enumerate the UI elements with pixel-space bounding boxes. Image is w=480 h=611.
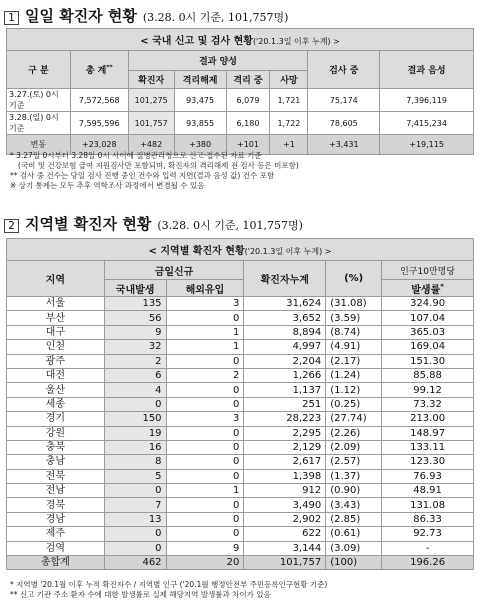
cell-region: 광주 bbox=[7, 354, 105, 368]
cell-imported: 1 bbox=[166, 325, 244, 339]
note-line: ** 검사 중 건수는 당일 검사 진행 중인 건수와 입력 지연(결과 음성 값) 건수 포함 bbox=[10, 171, 275, 180]
cell-rate: 196.26 bbox=[382, 556, 474, 570]
cell-imported: 0 bbox=[166, 397, 244, 411]
cell-domestic: 13 bbox=[104, 512, 166, 526]
regional-table bbox=[6, 238, 474, 570]
cell-rate: 365.03 bbox=[382, 325, 474, 339]
cell-cumulative: 1,398 bbox=[244, 469, 326, 483]
table-row bbox=[7, 354, 474, 368]
section1-number: 1 bbox=[4, 11, 19, 25]
table-row bbox=[7, 455, 474, 469]
table1-caption-main: < 국내 신고 및 검사 현황 bbox=[140, 36, 253, 47]
table-row bbox=[7, 527, 474, 541]
cell-region: 울산 bbox=[7, 383, 105, 397]
cell-pct: (1.37) bbox=[326, 469, 382, 483]
cell-region: 서울 bbox=[7, 297, 105, 311]
cell-imported: 3 bbox=[166, 297, 244, 311]
cell-imported: 1 bbox=[166, 340, 244, 354]
table-row bbox=[7, 412, 474, 426]
cell-region: 충남 bbox=[7, 455, 105, 469]
cell-rate: 148.97 bbox=[382, 426, 474, 440]
cell-rate: 85.88 bbox=[382, 368, 474, 382]
cell-region: 경북 bbox=[7, 498, 105, 512]
cell-domestic: 0 bbox=[104, 541, 166, 555]
header-category: 구 분 bbox=[7, 51, 71, 89]
cell-rate: 213.00 bbox=[382, 412, 474, 426]
cell-cumulative: 4,997 bbox=[244, 340, 326, 354]
header-pct: (%) bbox=[326, 261, 382, 297]
cell-pct: (31.08) bbox=[326, 297, 382, 311]
header-imported: 해외유입 bbox=[166, 280, 244, 297]
note-line: * 3.27일 0시부터 3.28일 0시 사이에 질병관리청으로 신고·접수된 자료 기준 bbox=[10, 151, 262, 160]
table-row bbox=[7, 512, 474, 526]
cell-domestic: 0 bbox=[104, 397, 166, 411]
cell-region: 대구 bbox=[7, 325, 105, 339]
cell-rate: 107.04 bbox=[382, 311, 474, 325]
cell-rate: 73.32 bbox=[382, 397, 474, 411]
header-new: 금일신규 bbox=[104, 261, 244, 280]
cell-region: 세종 bbox=[7, 397, 105, 411]
table-row: 3.28.(일) 0시 기준 7,595,596 101,757 93,855 6,180 1,722 78,605 7,415,234 bbox=[7, 112, 474, 135]
cell-domestic: 2 bbox=[104, 354, 166, 368]
cell-pct: (27.74) bbox=[326, 412, 382, 426]
cell-imported: 0 bbox=[166, 498, 244, 512]
cell-region: 강원 bbox=[7, 426, 105, 440]
cell-cumulative: 1,137 bbox=[244, 383, 326, 397]
cell-domestic: 135 bbox=[104, 297, 166, 311]
table-row bbox=[7, 397, 474, 411]
cell-domestic: 150 bbox=[104, 412, 166, 426]
cell-rate: 48.91 bbox=[382, 484, 474, 498]
cell-pct: (3.43) bbox=[326, 498, 382, 512]
cell-cumulative: 2,902 bbox=[244, 512, 326, 526]
table-row-change: 변동 +23,028 +482 +380 +101 +1 +3,431 +19,115 bbox=[7, 135, 474, 155]
cell-rate: 151.30 bbox=[382, 354, 474, 368]
table2-notes bbox=[10, 580, 327, 600]
table-row bbox=[7, 311, 474, 325]
note-line: ※ 상기 통계는 모두 추후 역학조사 과정에서 변경될 수 있음 bbox=[10, 181, 205, 190]
table-row-total bbox=[7, 556, 474, 570]
cell-cumulative: 3,490 bbox=[244, 498, 326, 512]
cell-cumulative: 3,652 bbox=[244, 311, 326, 325]
cell-cumulative: 28,223 bbox=[244, 412, 326, 426]
cell-domestic: 0 bbox=[104, 484, 166, 498]
table-row bbox=[7, 297, 474, 311]
table1-caption bbox=[7, 29, 474, 51]
cell-domestic: 9 bbox=[104, 325, 166, 339]
table-row bbox=[7, 340, 474, 354]
cell-cumulative: 2,129 bbox=[244, 440, 326, 454]
header-region: 지역 bbox=[7, 261, 105, 297]
cell-domestic: 32 bbox=[104, 340, 166, 354]
section1-title bbox=[4, 5, 288, 26]
cell-rate: 92.73 bbox=[382, 527, 474, 541]
note-line: ** 신고 기관 주소 환자 수에 대한 발생률로 실제 해당지역 발생률과 차이가 있음 bbox=[10, 590, 271, 599]
cell-pct: (2.57) bbox=[326, 455, 382, 469]
cell-domestic: 16 bbox=[104, 440, 166, 454]
cell-region: 인천 bbox=[7, 340, 105, 354]
cell-domestic: 4 bbox=[104, 383, 166, 397]
cell-rate: 76.93 bbox=[382, 469, 474, 483]
cell-pct: (3.59) bbox=[326, 311, 382, 325]
cell-imported: 0 bbox=[166, 383, 244, 397]
table-row bbox=[7, 440, 474, 454]
table1-notes bbox=[10, 151, 299, 191]
header-isolated: 격리 중 bbox=[226, 71, 270, 89]
cell-pct: (3.09) bbox=[326, 541, 382, 555]
cell-pct: (0.25) bbox=[326, 397, 382, 411]
table-row bbox=[7, 325, 474, 339]
section1-subtitle: (3.28. 0시 기준, 101,757명) bbox=[142, 11, 289, 24]
cell-imported: 0 bbox=[166, 426, 244, 440]
table-row: 3.27.(토) 0시 기준 7,572,568 101,275 93,475 6,079 1,721 75,174 7,396,119 bbox=[7, 89, 474, 112]
header-result-positive: 결과 양성 bbox=[128, 51, 308, 71]
cell-pct: (2.17) bbox=[326, 354, 382, 368]
table-row bbox=[7, 498, 474, 512]
cell-cumulative: 912 bbox=[244, 484, 326, 498]
cell-imported: 0 bbox=[166, 455, 244, 469]
cell-region: 대전 bbox=[7, 368, 105, 382]
cell-cumulative: 2,617 bbox=[244, 455, 326, 469]
cell-rate: 133.11 bbox=[382, 440, 474, 454]
table-row bbox=[7, 383, 474, 397]
cell-imported: 1 bbox=[166, 484, 244, 498]
cell-domestic: 5 bbox=[104, 469, 166, 483]
cell-pct: (2.85) bbox=[326, 512, 382, 526]
table-row bbox=[7, 484, 474, 498]
header-deaths: 사망 bbox=[270, 71, 308, 89]
note-line: (국비 및 건강보험 급여 지원검사만 포함되며, 확진자의 격리해제 전 검사 등은 미포함) bbox=[18, 161, 299, 170]
cell-pct: (4.91) bbox=[326, 340, 382, 354]
cell-pct: (1.12) bbox=[326, 383, 382, 397]
cell-region: 경기 bbox=[7, 412, 105, 426]
cell-pct: (0.61) bbox=[326, 527, 382, 541]
table2-caption bbox=[7, 239, 474, 261]
note-line: * 지역별 '20.1월 이후 누적 확진자수 / 지역별 인구 ('20.1월 행정안전부 주민등록인구현황 기준) bbox=[10, 580, 328, 589]
cell-imported: 0 bbox=[166, 354, 244, 368]
section2-title bbox=[4, 213, 303, 234]
cell-region: 경남 bbox=[7, 512, 105, 526]
cell-region: 총합계 bbox=[7, 556, 105, 570]
table2-caption-sub: ('20.1.3일 이후 누계) > bbox=[244, 247, 332, 256]
table2-caption-main: < 지역별 확진자 현황 bbox=[148, 246, 245, 257]
table-row bbox=[7, 469, 474, 483]
cell-rate: 324.90 bbox=[382, 297, 474, 311]
cell-imported: 0 bbox=[166, 527, 244, 541]
cell-imported: 2 bbox=[166, 368, 244, 382]
cell-imported: 0 bbox=[166, 440, 244, 454]
cell-region: 검역 bbox=[7, 541, 105, 555]
cell-rate: 131.08 bbox=[382, 498, 474, 512]
cell-domestic: 462 bbox=[104, 556, 166, 570]
cell-domestic: 6 bbox=[104, 368, 166, 382]
cell-cumulative: 31,624 bbox=[244, 297, 326, 311]
table-row bbox=[7, 541, 474, 555]
header-released: 격리해제 bbox=[174, 71, 226, 89]
cell-domestic: 0 bbox=[104, 527, 166, 541]
header-rate-top: 인구10만명당 bbox=[382, 261, 474, 280]
cell-pct: (100) bbox=[326, 556, 382, 570]
header-total: 총 계** bbox=[70, 51, 128, 89]
cell-region: 전북 bbox=[7, 469, 105, 483]
cell-cumulative: 3,144 bbox=[244, 541, 326, 555]
domestic-test-table bbox=[6, 28, 474, 155]
cell-pct: (2.26) bbox=[326, 426, 382, 440]
cell-imported: 20 bbox=[166, 556, 244, 570]
cell-cumulative: 2,204 bbox=[244, 354, 326, 368]
cell-domestic: 19 bbox=[104, 426, 166, 440]
section2-subtitle: (3.28. 0시 기준, 101,757명) bbox=[157, 219, 303, 232]
section2-number: 2 bbox=[4, 219, 19, 233]
cell-cumulative: 251 bbox=[244, 397, 326, 411]
section1-heading: 일일 확진자 현황 bbox=[25, 7, 137, 25]
cell-pct: (0.90) bbox=[326, 484, 382, 498]
cell-imported: 3 bbox=[166, 412, 244, 426]
header-testing: 검사 중 bbox=[308, 51, 380, 89]
cell-rate: 123.30 bbox=[382, 455, 474, 469]
cell-region: 전남 bbox=[7, 484, 105, 498]
header-negative: 결과 음성 bbox=[380, 51, 474, 89]
cell-cumulative: 2,295 bbox=[244, 426, 326, 440]
header-domestic: 국내발생 bbox=[104, 280, 166, 297]
header-confirmed: 확진자 bbox=[128, 71, 174, 89]
cell-imported: 0 bbox=[166, 469, 244, 483]
cell-rate: 86.33 bbox=[382, 512, 474, 526]
cell-domestic: 56 bbox=[104, 311, 166, 325]
cell-domestic: 7 bbox=[104, 498, 166, 512]
cell-pct: (8.74) bbox=[326, 325, 382, 339]
cell-cumulative: 8,894 bbox=[244, 325, 326, 339]
cell-cumulative: 1,266 bbox=[244, 368, 326, 382]
cell-imported: 0 bbox=[166, 512, 244, 526]
cell-rate: 99.12 bbox=[382, 383, 474, 397]
cell-imported: 9 bbox=[166, 541, 244, 555]
header-rate-bottom: 발생률* bbox=[382, 280, 474, 297]
section2-heading: 지역별 확진자 현황 bbox=[25, 215, 152, 233]
table1-caption-sub: ('20.1.3일 이후 누계) > bbox=[252, 37, 340, 46]
cell-cumulative: 101,757 bbox=[244, 556, 326, 570]
cell-rate: - bbox=[382, 541, 474, 555]
header-cumulative: 확진자누계 bbox=[244, 261, 326, 297]
cell-region: 부산 bbox=[7, 311, 105, 325]
cell-pct: (2.09) bbox=[326, 440, 382, 454]
table-row bbox=[7, 426, 474, 440]
cell-rate: 169.04 bbox=[382, 340, 474, 354]
cell-region: 제주 bbox=[7, 527, 105, 541]
table-row bbox=[7, 368, 474, 382]
cell-domestic: 8 bbox=[104, 455, 166, 469]
cell-imported: 0 bbox=[166, 311, 244, 325]
cell-cumulative: 622 bbox=[244, 527, 326, 541]
cell-region: 충북 bbox=[7, 440, 105, 454]
cell-pct: (1.24) bbox=[326, 368, 382, 382]
